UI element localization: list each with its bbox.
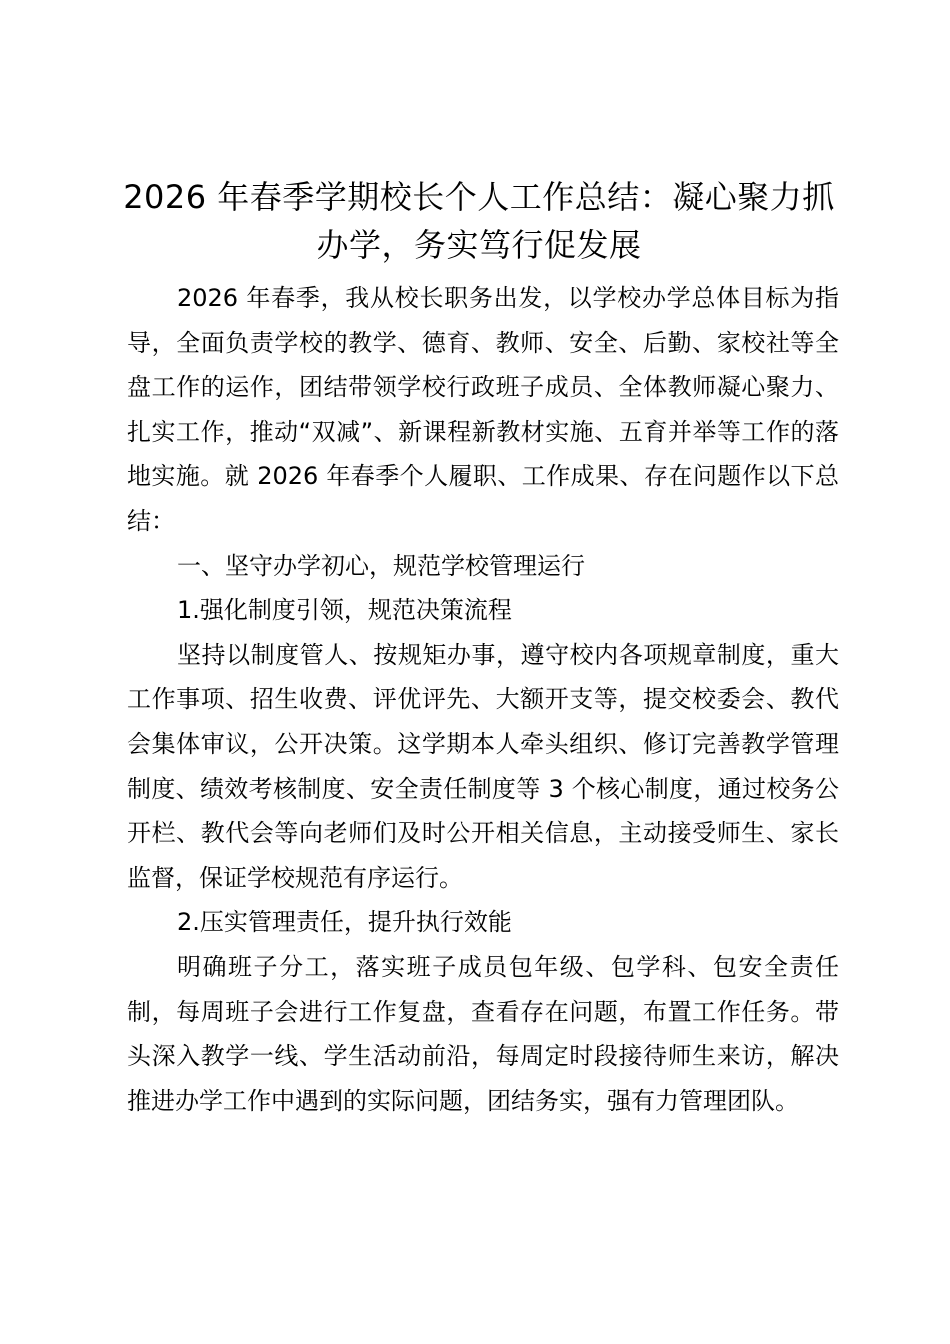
document-body (127, 276, 839, 1123)
body-paragraph-1-1: 坚持以制度管人、按规矩办事，遵守校内各项规章制度，重大工作事项、招生收费、评优评先、大额开支等，提交校委会、教代会集体审议，公开决策。这学期本人牵头组织、修订完善教学管理制度、绩效考核制度、安全责任制度等 3 个核心制度，通过校务公开栏、教代会等向老师们及时公开相关信息，主动接受师生、家长监督，保证学校规范有序运行。 (127, 640, 839, 892)
intro-paragraph: 2026 年春季，我从校长职务出发，以学校办学总体目标为指导，全面负责学校的教学、德育、教师、安全、后勤、家校社等全盘工作的运作，团结带领学校行政班子成员、全体教师凝心聚力、扎实工作，推动“双减”、新课程新教材实施、五育并举等工作的落地实施。就 2026 年春季个人履职、工作成果、存在问题作以下总结： (127, 284, 839, 535)
body-paragraph-1-2: 明确班子分工，落实班子成员包年级、包学科、包安全责任制，每周班子会进行工作复盘，查看存在问题，布置工作任务。带头深入教学一线、学生活动前沿，每周定时段接待师生来访，解决推进办学工作中遇到的实际问题，团结务实，强有力管理团队。 (127, 952, 839, 1115)
subsection-heading-1-1: 1.强化制度引领，规范决策流程 (177, 596, 512, 625)
section-heading-1: 一、坚守办学初心，规范学校管理运行 (177, 551, 585, 580)
document-title: 2026 年春季学期校长个人工作总结：凝心聚力抓办学，务实笃行促发展 (123, 178, 835, 264)
subsection-heading-1-2: 2.压实管理责任，提升执行效能 (177, 908, 512, 937)
